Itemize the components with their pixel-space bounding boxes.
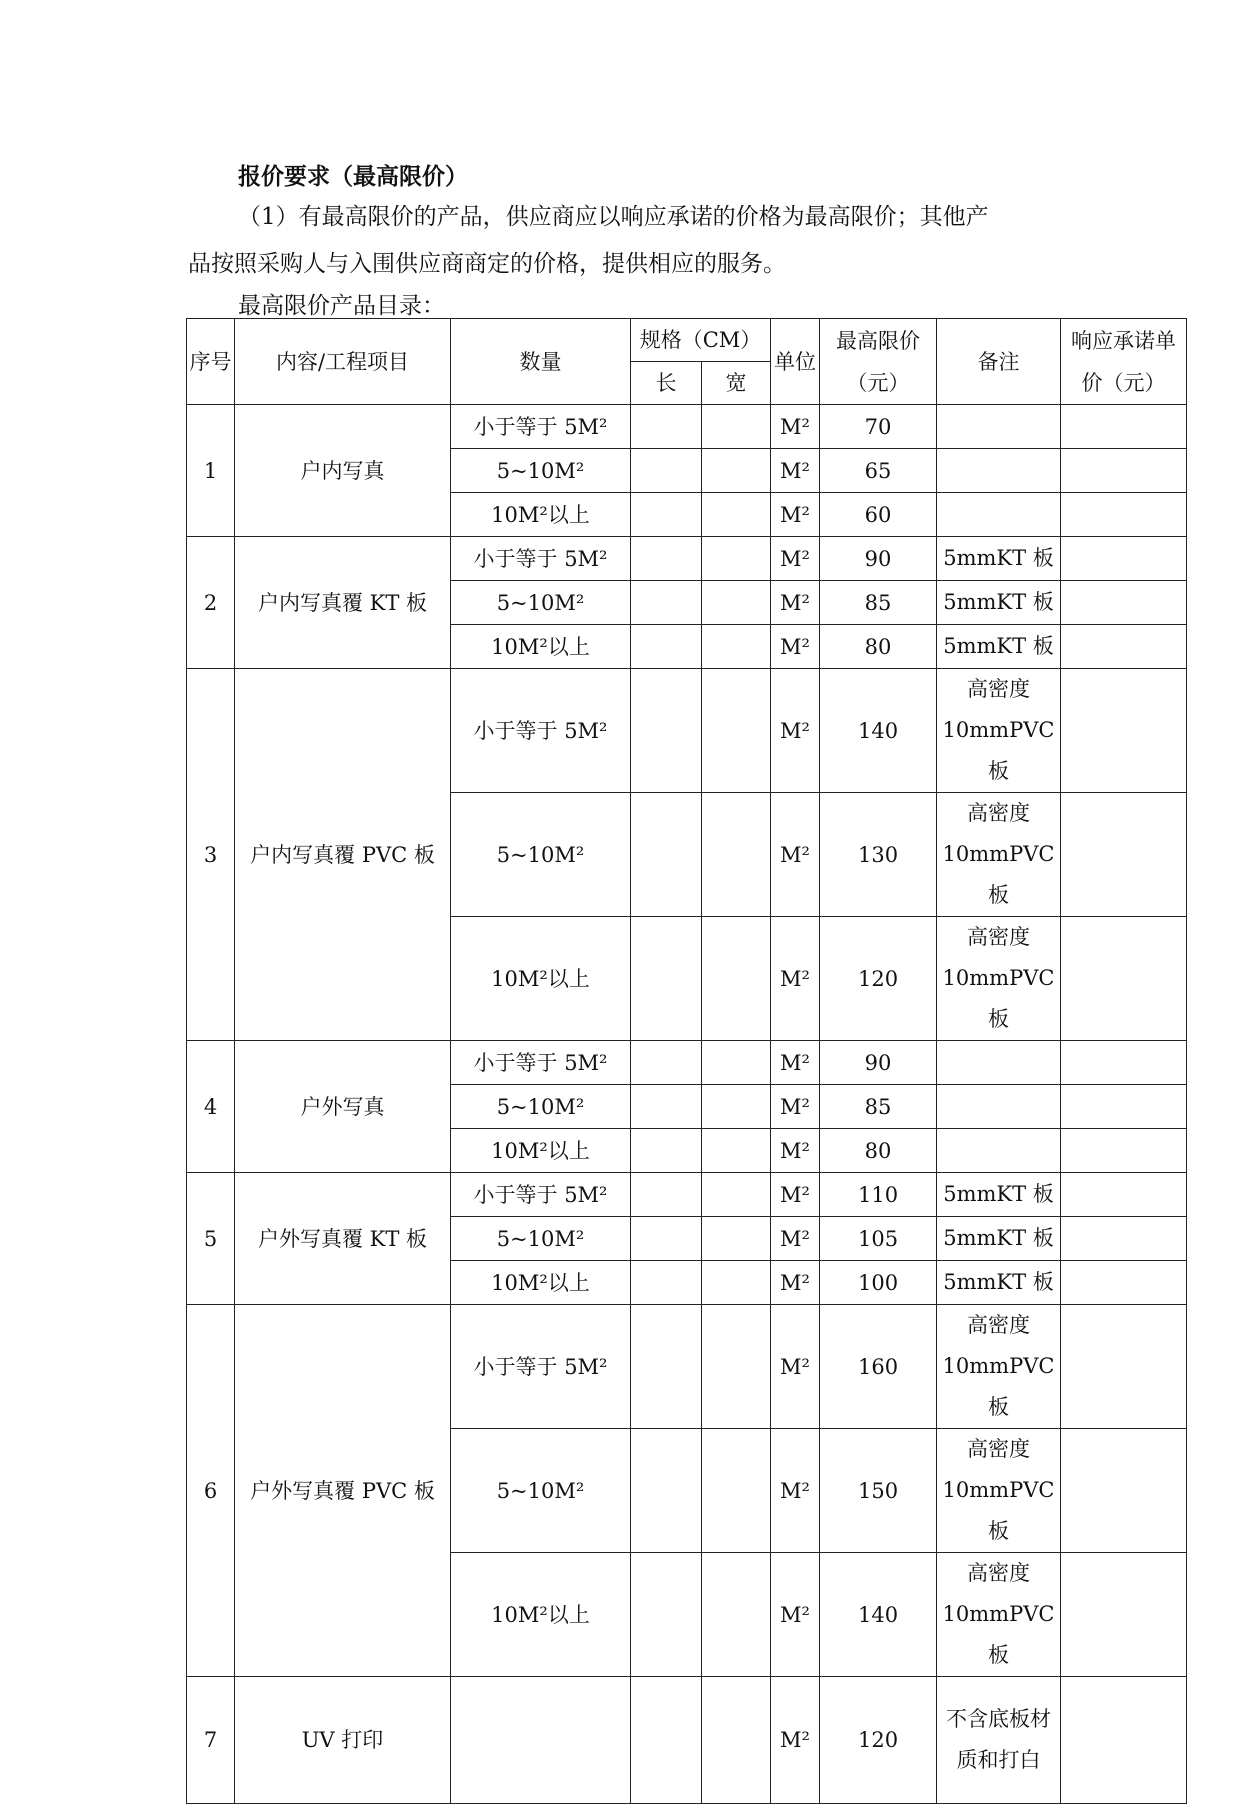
cell-unit: M² (771, 405, 820, 449)
cell-resp-price (1061, 1429, 1187, 1553)
cell-width (702, 669, 771, 793)
cell-note (937, 449, 1061, 493)
cell-note (937, 537, 1061, 581)
cell-qty: 10M²以上 (451, 1129, 631, 1173)
cell-note (937, 625, 1061, 669)
cell-qty: 5~10M² (451, 1429, 631, 1553)
cell-unit: M² (771, 537, 820, 581)
cell-seq: 5 (187, 1173, 235, 1305)
note-text: 不含底板材质和打白 (946, 1707, 1052, 1772)
cell-seq: 1 (187, 405, 235, 537)
cell-note (937, 1553, 1061, 1677)
cell-unit: M² (771, 1129, 820, 1173)
note-text: 高密度 10mmPVC 板 (942, 677, 1055, 783)
cell-length (631, 537, 702, 581)
header-note: 备注 (937, 319, 1061, 405)
cell-qty: 5~10M² (451, 1085, 631, 1129)
table-row (187, 537, 1187, 581)
cell-width (702, 1429, 771, 1553)
cell-note (937, 1217, 1061, 1261)
cell-length (631, 1553, 702, 1677)
cell-length (631, 493, 702, 537)
cell-max-price: 90 (820, 537, 937, 581)
cell-resp-price (1061, 917, 1187, 1041)
cell-unit: M² (771, 793, 820, 917)
cell-width (702, 493, 771, 537)
header-unit: 单位 (771, 319, 820, 405)
cell-width (702, 1677, 771, 1804)
table-row (187, 669, 1187, 793)
price-table (186, 318, 1187, 1804)
note-text: 高密度 10mmPVC 板 (942, 925, 1055, 1031)
cell-max-price: 65 (820, 449, 937, 493)
cell-resp-price (1061, 1217, 1187, 1261)
cell-resp-price (1061, 1129, 1187, 1173)
cell-qty: 5~10M² (451, 793, 631, 917)
cell-max-price: 105 (820, 1217, 937, 1261)
cell-max-price: 85 (820, 1085, 937, 1129)
cell-resp-price (1061, 581, 1187, 625)
cell-resp-price (1061, 405, 1187, 449)
cell-seq: 2 (187, 537, 235, 669)
cell-unit: M² (771, 1085, 820, 1129)
cell-length (631, 581, 702, 625)
cell-note (937, 1041, 1061, 1085)
cell-note (937, 1677, 1061, 1804)
header-spec: 规格（CM） (631, 319, 771, 362)
cell-note (937, 1085, 1061, 1129)
cell-max-price: 120 (820, 1677, 937, 1804)
cell-unit: M² (771, 669, 820, 793)
cell-length (631, 1217, 702, 1261)
cell-length (631, 793, 702, 917)
note-text: 5mmKT 板 (943, 634, 1054, 658)
cell-max-price: 130 (820, 793, 937, 917)
cell-unit: M² (771, 449, 820, 493)
cell-width (702, 1085, 771, 1129)
cell-resp-price (1061, 669, 1187, 793)
cell-unit: M² (771, 1553, 820, 1677)
cell-qty (451, 1677, 631, 1804)
cell-width (702, 1129, 771, 1173)
cell-width (702, 793, 771, 917)
cell-unit: M² (771, 1677, 820, 1804)
header-spec-width: 宽 (702, 362, 771, 405)
cell-width (702, 405, 771, 449)
cell-max-price: 160 (820, 1305, 937, 1429)
note-text: 高密度 10mmPVC 板 (942, 1561, 1055, 1667)
catalog-caption: 最高限价产品目录： (238, 293, 445, 319)
cell-length (631, 669, 702, 793)
table-row (187, 1173, 1187, 1217)
cell-note (937, 1129, 1061, 1173)
cell-max-price: 140 (820, 669, 937, 793)
cell-seq: 4 (187, 1041, 235, 1173)
cell-width (702, 1261, 771, 1305)
cell-width (702, 581, 771, 625)
cell-unit: M² (771, 1305, 820, 1429)
cell-max-price: 90 (820, 1041, 937, 1085)
cell-width (702, 449, 771, 493)
cell-unit: M² (771, 493, 820, 537)
cell-unit: M² (771, 1217, 820, 1261)
cell-resp-price (1061, 793, 1187, 917)
cell-note (937, 493, 1061, 537)
cell-qty: 小于等于 5M² (451, 405, 631, 449)
note-text: 高密度 10mmPVC 板 (942, 801, 1055, 907)
cell-qty: 小于等于 5M² (451, 1041, 631, 1085)
cell-length (631, 449, 702, 493)
cell-resp-price (1061, 1553, 1187, 1677)
cell-length (631, 1085, 702, 1129)
cell-note (937, 1261, 1061, 1305)
cell-length (631, 1173, 702, 1217)
header-max-price: 最高限价（元） (820, 319, 937, 405)
cell-length (631, 1041, 702, 1085)
cell-unit: M² (771, 1041, 820, 1085)
cell-qty: 10M²以上 (451, 493, 631, 537)
cell-length (631, 1677, 702, 1804)
cell-qty: 小于等于 5M² (451, 1305, 631, 1429)
cell-qty: 5~10M² (451, 449, 631, 493)
cell-width (702, 1041, 771, 1085)
cell-max-price: 60 (820, 493, 937, 537)
cell-unit: M² (771, 1261, 820, 1305)
note-text: 高密度 10mmPVC 板 (942, 1313, 1055, 1419)
cell-width (702, 1173, 771, 1217)
cell-qty: 10M²以上 (451, 625, 631, 669)
cell-max-price: 110 (820, 1173, 937, 1217)
header-row (187, 319, 1187, 362)
cell-seq: 3 (187, 669, 235, 1041)
cell-unit: M² (771, 581, 820, 625)
cell-item: 户外写真覆 PVC 板 (235, 1305, 451, 1677)
header-item: 内容/工程项目 (235, 319, 451, 405)
cell-item: 户内写真覆 KT 板 (235, 537, 451, 669)
cell-unit: M² (771, 1173, 820, 1217)
header-spec-length: 长 (631, 362, 702, 405)
cell-item: 户内写真覆 PVC 板 (235, 669, 451, 1041)
cell-note (937, 669, 1061, 793)
cell-note (937, 1173, 1061, 1217)
cell-resp-price (1061, 1041, 1187, 1085)
header-qty: 数量 (451, 319, 631, 405)
cell-note (937, 917, 1061, 1041)
cell-item: 户外写真覆 KT 板 (235, 1173, 451, 1305)
cell-width (702, 917, 771, 1041)
cell-unit: M² (771, 1429, 820, 1553)
cell-resp-price (1061, 1173, 1187, 1217)
cell-qty: 小于等于 5M² (451, 669, 631, 793)
cell-qty: 5~10M² (451, 581, 631, 625)
cell-resp-price (1061, 537, 1187, 581)
cell-length (631, 1305, 702, 1429)
cell-qty: 小于等于 5M² (451, 1173, 631, 1217)
cell-width (702, 537, 771, 581)
cell-item: UV 打印 (235, 1677, 451, 1804)
cell-length (631, 1261, 702, 1305)
cell-max-price: 70 (820, 405, 937, 449)
cell-resp-price (1061, 625, 1187, 669)
cell-width (702, 1217, 771, 1261)
table-row (187, 1677, 1187, 1804)
cell-length (631, 625, 702, 669)
cell-item: 户外写真 (235, 1041, 451, 1173)
cell-qty: 10M²以上 (451, 1553, 631, 1677)
cell-unit: M² (771, 917, 820, 1041)
cell-note (937, 405, 1061, 449)
cell-resp-price (1061, 1305, 1187, 1429)
table-row (187, 1041, 1187, 1085)
cell-width (702, 1305, 771, 1429)
note-text: 5mmKT 板 (943, 1270, 1054, 1294)
cell-qty: 10M²以上 (451, 917, 631, 1041)
cell-seq: 7 (187, 1677, 235, 1804)
note-text: 5mmKT 板 (943, 1182, 1054, 1206)
cell-unit: M² (771, 625, 820, 669)
cell-note (937, 1429, 1061, 1553)
note-text: 5mmKT 板 (943, 546, 1054, 570)
cell-max-price: 120 (820, 917, 937, 1041)
cell-resp-price (1061, 1085, 1187, 1129)
cell-length (631, 1429, 702, 1553)
cell-qty: 小于等于 5M² (451, 537, 631, 581)
cell-resp-price (1061, 493, 1187, 537)
note-text: 5mmKT 板 (943, 590, 1054, 614)
cell-max-price: 150 (820, 1429, 937, 1553)
section-heading: 报价要求（最高限价） (238, 163, 468, 190)
cell-max-price: 80 (820, 625, 937, 669)
header-seq: 序号 (187, 319, 235, 405)
cell-length (631, 405, 702, 449)
cell-note (937, 581, 1061, 625)
cell-max-price: 80 (820, 1129, 937, 1173)
cell-note (937, 1305, 1061, 1429)
header-resp-price: 响应承诺单价（元） (1061, 319, 1187, 405)
cell-width (702, 625, 771, 669)
cell-resp-price (1061, 449, 1187, 493)
table-row (187, 405, 1187, 449)
intro-paragraph-line1: （1）有最高限价的产品，供应商应以响应承诺的价格为最高限价；其他产 (238, 204, 989, 230)
cell-seq: 6 (187, 1305, 235, 1677)
cell-max-price: 140 (820, 1553, 937, 1677)
cell-width (702, 1553, 771, 1677)
intro-paragraph-line2: 品按照采购人与入围供应商商定的价格，提供相应的服务。 (188, 251, 786, 277)
cell-resp-price (1061, 1261, 1187, 1305)
cell-qty: 10M²以上 (451, 1261, 631, 1305)
cell-length (631, 1129, 702, 1173)
note-text: 5mmKT 板 (943, 1226, 1054, 1250)
table-row (187, 1305, 1187, 1429)
cell-note (937, 793, 1061, 917)
cell-item: 户内写真 (235, 405, 451, 537)
cell-max-price: 85 (820, 581, 937, 625)
cell-resp-price (1061, 1677, 1187, 1804)
cell-qty: 5~10M² (451, 1217, 631, 1261)
cell-length (631, 917, 702, 1041)
note-text: 高密度 10mmPVC 板 (942, 1437, 1055, 1543)
cell-max-price: 100 (820, 1261, 937, 1305)
